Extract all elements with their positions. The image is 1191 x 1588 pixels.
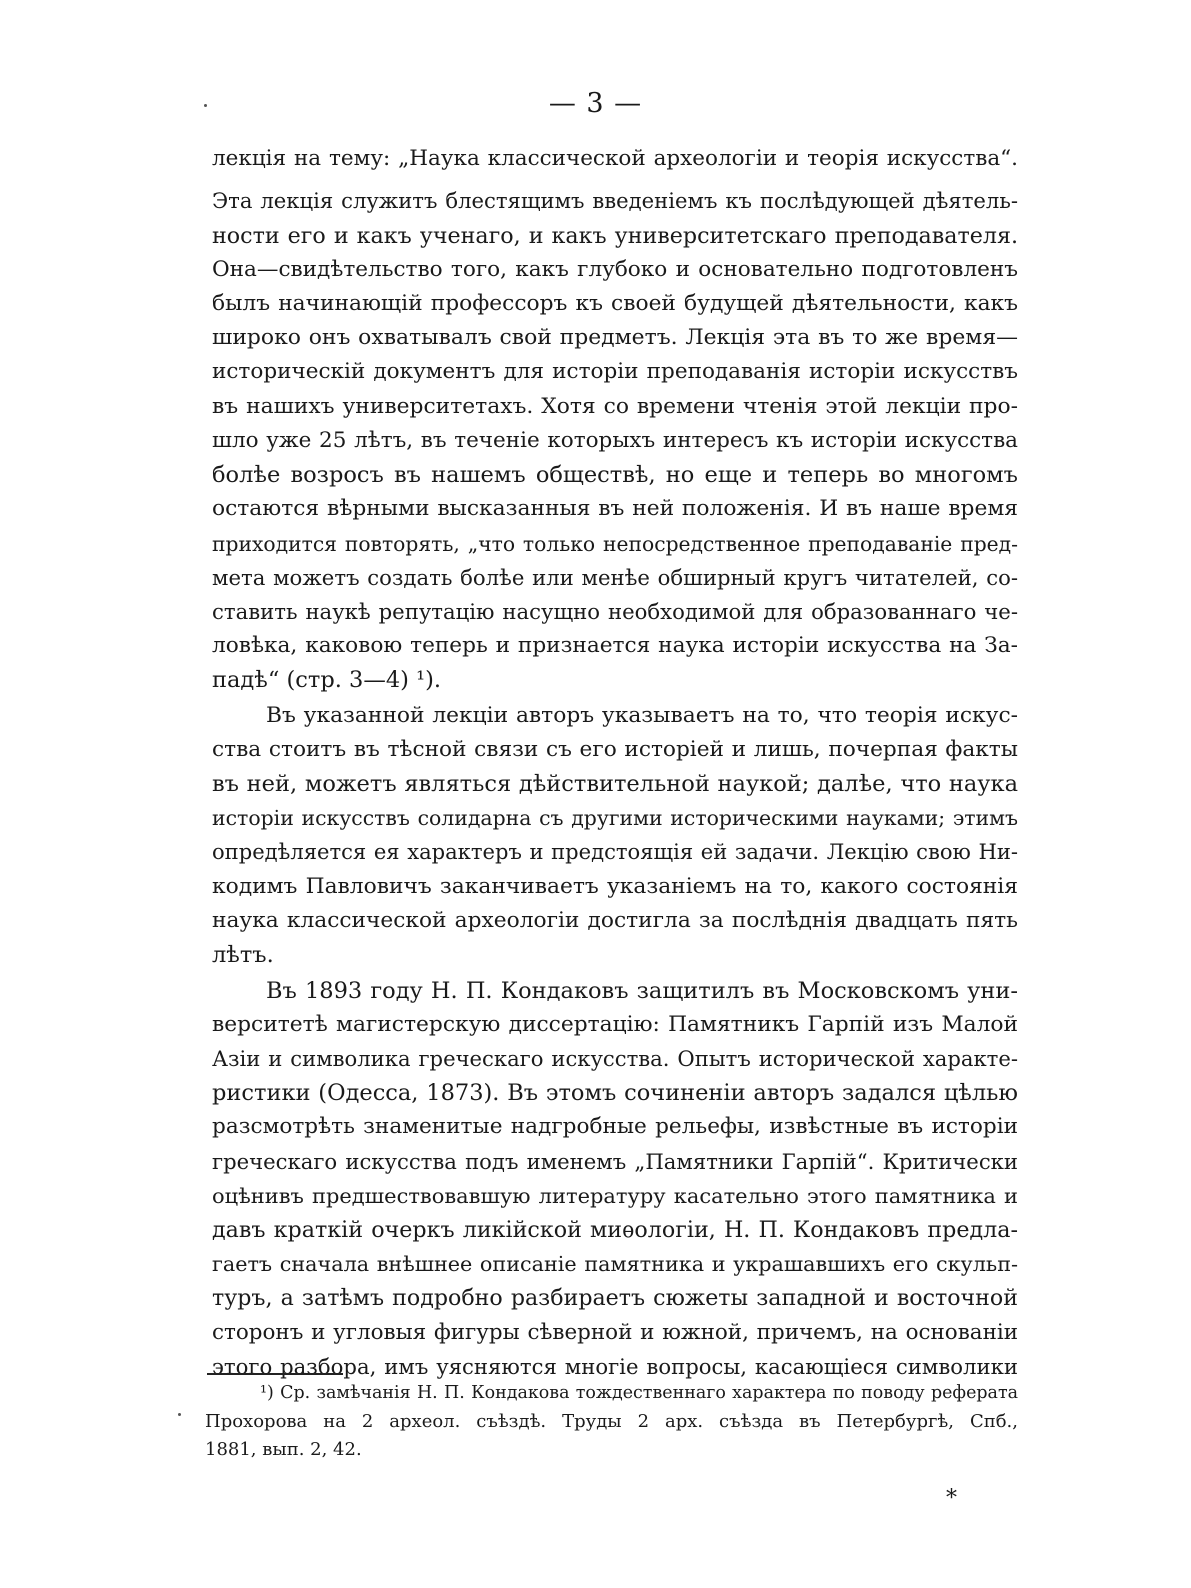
text-line: въ ней, можетъ являться дѣйствительной наукой; далѣе, что наука (212, 771, 1018, 797)
text-line: широко онъ охватывалъ свой предметъ. Лекція эта въ то же время— (212, 325, 1018, 350)
bottom-mark: * (946, 1486, 957, 1511)
text-line: Азіи и символика греческаго искусства. Опытъ исторической характе- (212, 1046, 1018, 1071)
footnote-line: 1881, вып. 2, 42. (205, 1439, 362, 1460)
text-line: опредѣляется ея характеръ и предстоящія ей задачи. Лекцію свою Ни- (212, 839, 1018, 864)
text-line: въ нашихъ университетахъ. Хотя со времени чтенія этой лекціи про- (212, 394, 1018, 419)
text-line: туръ, а затѣмъ подробно разбираетъ сюжеты западной и восточной (212, 1285, 1018, 1311)
text-line: лѣтъ. (212, 942, 274, 968)
text-line: Она—свидѣтельство того, какъ глубоко и основательно подготовленъ (212, 257, 1018, 282)
text-line: историческій документъ для исторіи преподаванія исторіи искусствъ (212, 359, 1018, 384)
footnote-line: ¹) Ср. замѣчанія Н. П. Кондакова тождественнаго характера по поводу реферата (260, 1383, 1018, 1403)
text-line: лекція на тему: „Наука классической археологіи и теорія искусства“. (212, 146, 1018, 171)
text-line: давъ краткій очеркъ ликійской миѳологіи, Н. П. Кондаковъ предла- (212, 1217, 1018, 1243)
stray-mark (204, 104, 207, 107)
text-line: этого разбора, имъ уясняются многіе вопросы, касающіеся символики (212, 1354, 1018, 1379)
text-line: остаются вѣрными высказанныя въ ней положенія. И въ наше время (212, 496, 1018, 521)
text-line: Въ указанной лекціи авторъ указываетъ на то, что теорія искус- (266, 703, 1018, 728)
text-line: наука классической археологіи достигла за послѣднія двадцать пять (212, 908, 1018, 933)
text-line: ристики (Одесса, 1873). Въ этомъ сочиненіи авторъ задался цѣлью (212, 1080, 1018, 1106)
page-number: — 3 — (548, 88, 643, 119)
text-line: падѣ“ (стр. 3—4) ¹). (212, 667, 442, 693)
text-line: болѣе возросъ въ нашемъ обществѣ, но еще и теперь во многомъ (212, 462, 1018, 488)
footnote-line: Прохорова на 2 археол. съѣздѣ. Труды 2 арх. съѣзда въ Петербургѣ, Спб., (205, 1411, 1018, 1432)
text-line: приходится повторять, „что только непосредственное преподаваніе пред- (212, 532, 1018, 556)
text-line: ства стоитъ въ тѣсной связи съ его исторіей и лишь, почерпая факты (212, 737, 1018, 762)
text-line: ловѣка, каковою теперь и признается наука исторіи искусства на За- (212, 633, 1018, 658)
text-line: ставить наукѣ репутацію насущно необходимой для образованнаго че- (212, 599, 1018, 624)
text-line: былъ начинающій профессоръ къ своей будущей дѣятельности, какъ (212, 291, 1018, 316)
footnote-divider (207, 1373, 343, 1375)
stray-mark (178, 1413, 181, 1416)
text-line: Въ 1893 году Н. П. Кондаковъ защитилъ въ Московскомъ уни- (266, 978, 1018, 1004)
text-line: мета можетъ создать болѣе или менѣе обширный кругъ читателей, со- (212, 565, 1018, 590)
text-line: оцѣнивъ предшествовавшую литературу касательно этого памятника и (212, 1184, 1018, 1208)
text-line: верситетѣ магистерскую диссертацію: Памятникъ Гарпій изъ Малой (212, 1012, 1018, 1037)
text-line: шло уже 25 лѣтъ, въ теченіе которыхъ интересъ къ исторіи искусства (212, 428, 1018, 453)
text-line: Эта лекція служитъ блестящимъ введеніемъ къ послѣдующей дѣятель- (212, 188, 1018, 213)
text-line: ности его и какъ ученаго, и какъ университетскаго преподавателя. (212, 223, 1018, 249)
text-line: гаетъ сначала внѣшнее описаніе памятника и украшавшихъ его скульп- (212, 1252, 1018, 1276)
text-line: исторіи искусствъ солидарна съ другими историческими науками; этимъ (212, 806, 1018, 830)
text-line: сторонъ и угловыя фигуры сѣверной и южной, причемъ, на основаніи (212, 1320, 1018, 1345)
text-line: греческаго искусства подъ именемъ „Памятники Гарпій“. Критически (212, 1149, 1018, 1174)
text-line: разсмотрѣть знаменитые надгробные рельефы, извѣстные въ исторіи (212, 1114, 1018, 1139)
text-line: кодимъ Павловичъ заканчиваетъ указаніемъ на то, какого состоянія (212, 874, 1018, 899)
